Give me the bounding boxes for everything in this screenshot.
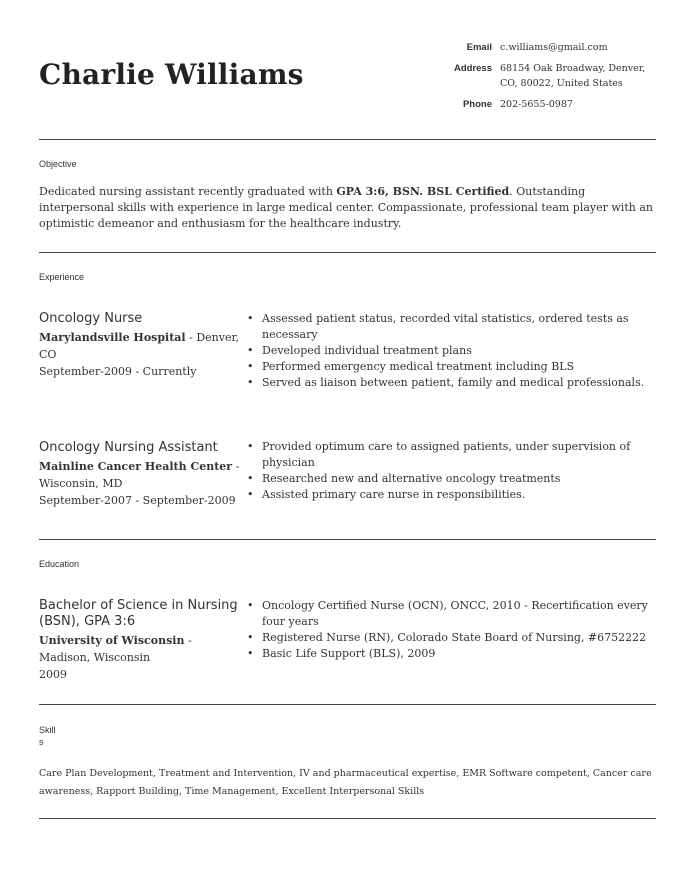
education-heading: Education (39, 559, 80, 569)
list-item: • Registered Nurse (RN), Colorado State Board of Nursing, #6752222 (245, 630, 665, 646)
job-2-bullets (245, 439, 665, 503)
phone-value: 202-5655-0987 (500, 99, 573, 110)
graduation-year: 2009 (39, 668, 67, 681)
phone-label: Phone (462, 99, 492, 110)
list-item: • Oncology Certified Nurse (OCN), ONCC, 2010 - Recertification every four years (245, 598, 665, 630)
objective-heading: Objective (39, 159, 77, 169)
email-label: Email (466, 42, 492, 53)
list-item: • Researched new and alternative oncology treatments (245, 471, 665, 487)
job-2-details (39, 440, 254, 509)
job-1-dates: September-2009 - Currently (39, 365, 197, 378)
degree-title: Bachelor of Science in Nursing (BSN), GPA 3:6 (39, 598, 238, 629)
job-2-org-line (39, 458, 254, 492)
job-1-org: Marylandsville Hospital (39, 331, 186, 344)
skills-list: Care Plan Development, Treatment and Intervention, IV and pharmaceutical expertise, EMR Software competent, Cancer care awareness, Rapport Building, Time Management, Excellent Interpersonal Skills (39, 768, 652, 797)
education-details (39, 598, 239, 683)
list-item: • Served as liaison between patient, family and medical professionals. (245, 375, 665, 391)
address-label: Address (453, 63, 492, 74)
job-1-location: - Denver, CO (39, 331, 240, 361)
contact-address-row (420, 61, 660, 91)
school-line (39, 632, 239, 666)
school-name: University of Wisconsin (39, 634, 185, 647)
address-line-2: CO, 80022, United States (500, 78, 623, 89)
school-location: - Madison, Wisconsin (39, 634, 192, 664)
objective-text-bold: GPA 3:6, BSN. BSL Certified (336, 185, 510, 198)
list-item: • Performed emergency medical treatment including BLS (245, 359, 665, 375)
address-value (500, 61, 660, 91)
job-2-location: - Wisconsin, MD (39, 460, 240, 490)
candidate-name: Charlie Williams (39, 58, 304, 91)
job-1-bullets (245, 311, 665, 391)
objective-text-start: Dedicated nursing assistant recently graduated with (39, 185, 337, 198)
list-item: • Assisted primary care nurse in responsibilities. (245, 487, 665, 503)
list-item: • Assessed patient status, recorded vital statistics, ordered tests as necessary (245, 311, 665, 343)
contact-email-row (420, 40, 660, 55)
address-line-1: 68154 Oak Broadway, Denver, (500, 63, 646, 74)
job-1-title: Oncology Nurse (39, 311, 143, 326)
list-item: • Basic Life Support (BLS), 2009 (245, 646, 665, 662)
skills-heading (39, 724, 56, 748)
education-bullets (245, 598, 665, 662)
list-item: • Developed individual treatment plans (245, 343, 665, 359)
divider-header (39, 139, 656, 140)
email-value: c.williams@gmail.com (500, 42, 608, 53)
objective-text (39, 184, 659, 232)
job-1-org-line (39, 329, 254, 363)
objective-text-end: . Outstanding interpersonal skills with experience in large medical center. Compassionate, professional team player with an optimistic demeanor and enthusiasm for the healthcare industry. (39, 185, 653, 230)
divider-objective (39, 252, 656, 253)
divider-experience (39, 539, 656, 540)
list-item: • Provided optimum care to assigned patients, under supervision of physician (245, 439, 665, 471)
job-2-org: Mainline Cancer Health Center (39, 460, 233, 473)
job-2-dates: September-2007 - September-2009 (39, 494, 236, 507)
divider-skills (39, 818, 656, 819)
divider-education (39, 704, 656, 705)
job-1-details (39, 311, 254, 380)
skills-heading-line-2: s (39, 737, 44, 747)
experience-heading: Experience (39, 272, 85, 282)
contact-phone-row (420, 97, 660, 112)
job-2-title: Oncology Nursing Assistant (39, 440, 218, 455)
contact-block (420, 40, 660, 118)
skills-heading-line-1: Skill (39, 725, 56, 735)
